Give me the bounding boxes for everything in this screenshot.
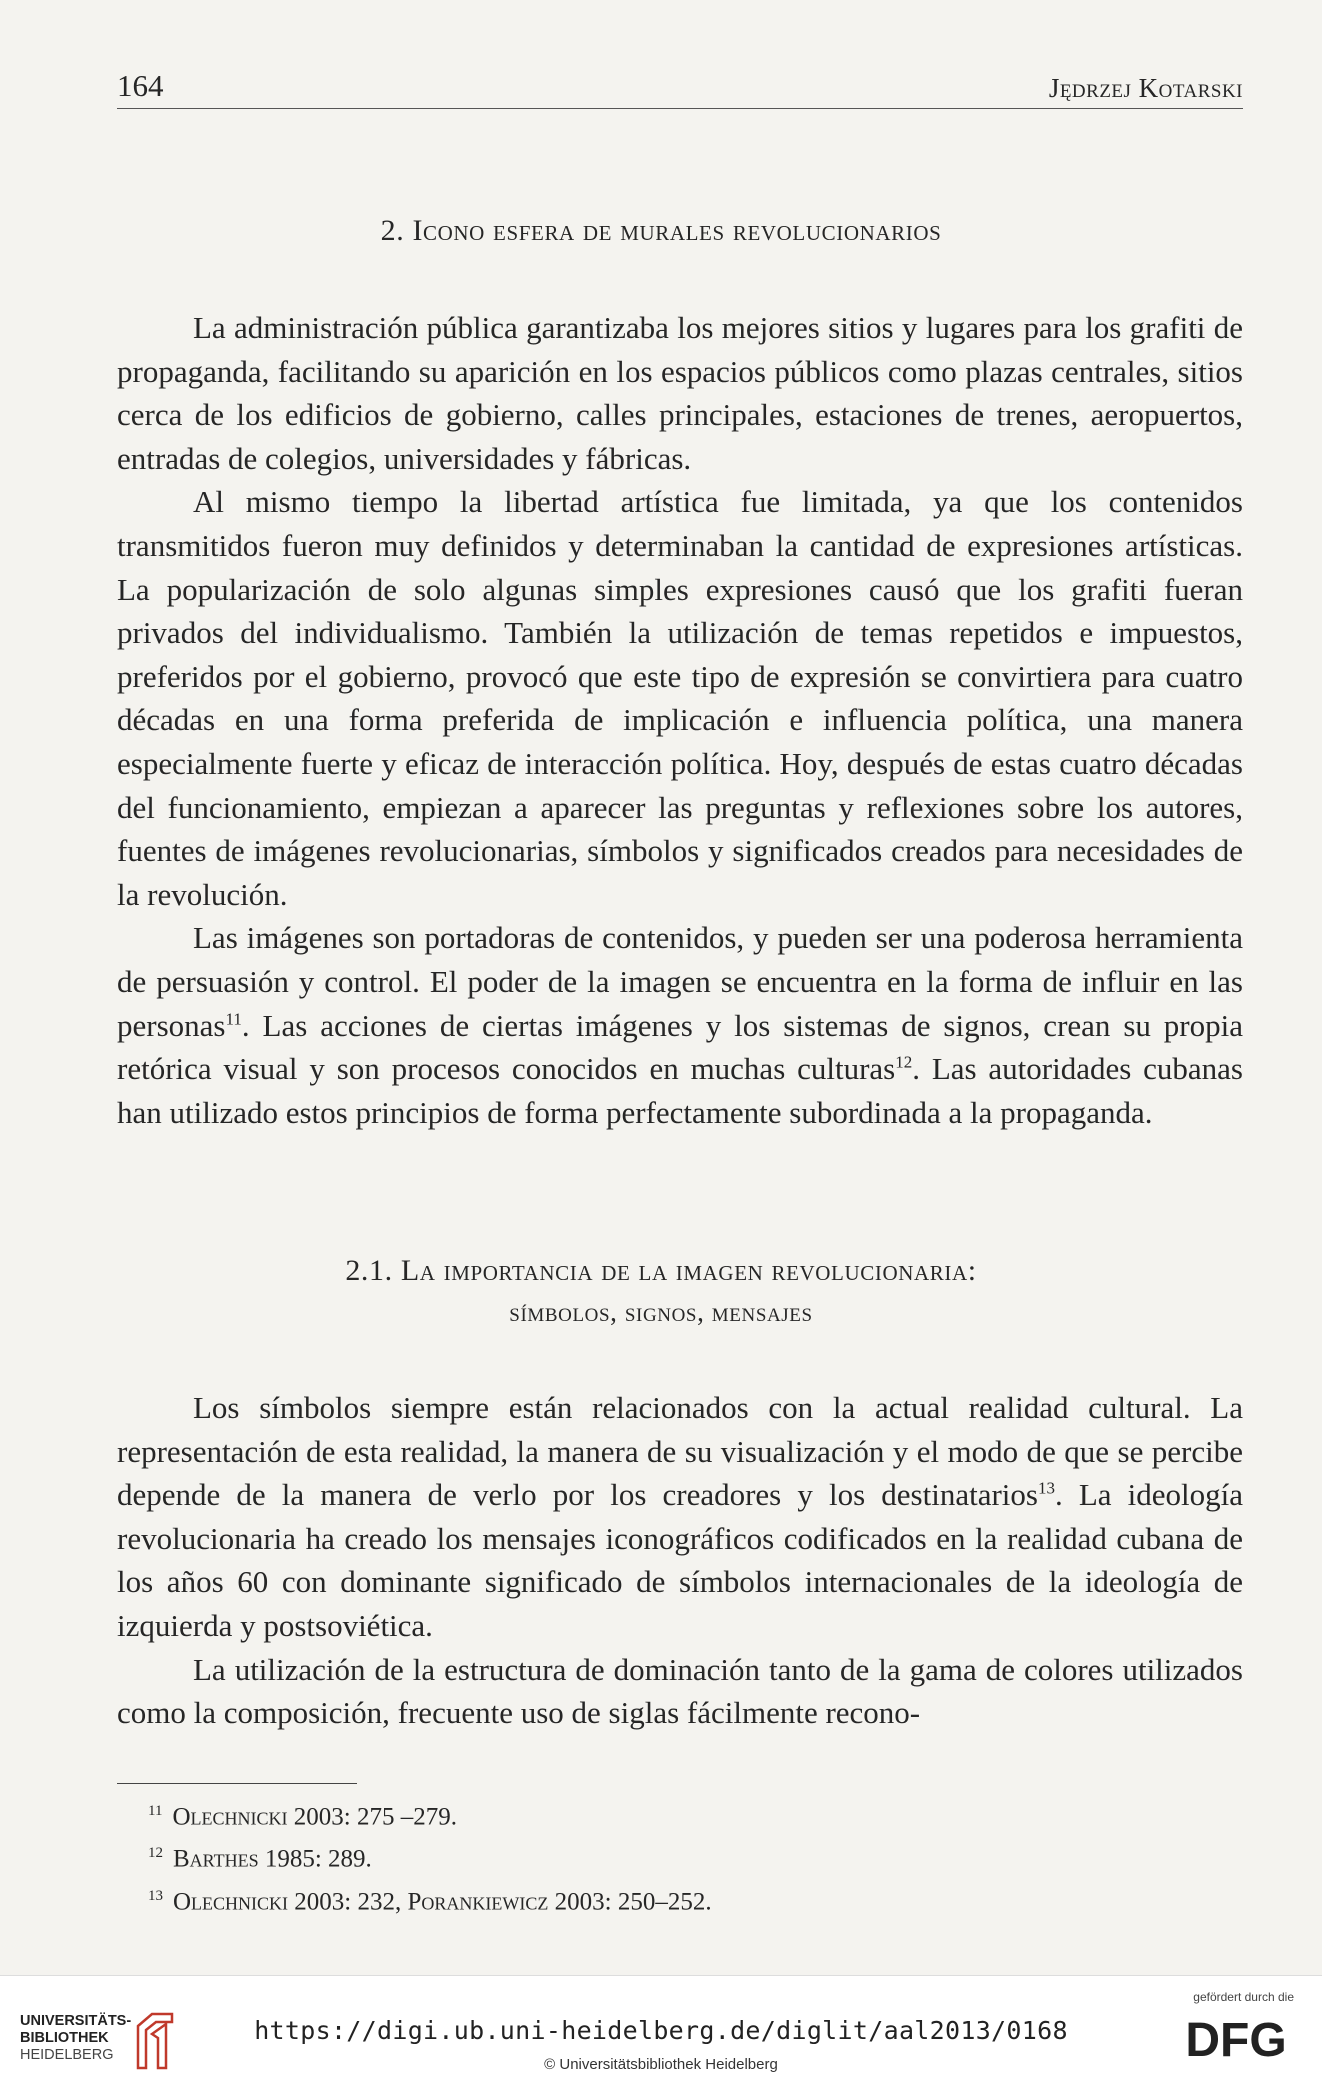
footnote-ref[interactable]: 12 (895, 1052, 913, 1072)
footnote: $^{12}$ Barthes 1985: 289. (148, 1845, 372, 1873)
copyright: © Universitätsbibliothek Heidelberg (544, 2056, 778, 2073)
funded-by-label: gefördert durch die (1193, 1990, 1294, 2004)
paragraph: La utilización de la estructura de dominación tanto de la gama de colores utilizados como la composición, frecuente uso de siglas fácilmente recono- (117, 1651, 1243, 1731)
footnote-ref[interactable]: 13 (1037, 1478, 1055, 1498)
library-logo-text[interactable]: UNIVERSITÄTS- BIBLIOTHEK HEIDELBERG (20, 2013, 132, 2063)
running-author: Jędrzej Kotarski (1048, 73, 1243, 103)
paragraph: Las imágenes son portadoras de contenidos, y pueden ser una poderosa herramienta de persuasión y control. El poder de la imagen se encuentra en la forma de influir en las personas$^{11}$. Las acciones de ciertas imágenes y los sistemas de signos, crean su propia retórica visual y son procesos conocidos en muchas culturas$^{12}$. Las autoridades cubanas han utilizado estos principios de forma perfectamente subordinada a la propaganda. (117, 920, 1243, 1130)
svg-text:DFG: DFG (1185, 2014, 1287, 2064)
digitization-footer (0, 1975, 1322, 2089)
paragraph: Al mismo tiempo la libertad artística fue limitada, ya que los contenidos transmitidos fueron muy definidos y determinaban la cantidad de expresiones artísticas. La popularización de solo algunas simples expresiones causó que los grafiti fueran privados del individualismo. También la utilización de temas repetidos e impuestos, preferidos por el gobierno, provocó que este tipo de expresión se convirtiera para cuatro décadas en una forma preferida de implicación e influencia política, una manera especialmente fuerte y eficaz de interacción política. Hoy, después de estas cuatro décadas del funcionamiento, empiezan a aparecer las preguntas y reflexiones sobre los autores, fuentes de imágenes revolucionarias, símbolos y significados creados para necesidades de la revolución. (117, 484, 1243, 912)
dfg-logo-icon[interactable] (1172, 2014, 1300, 2064)
section-2-1-heading-line2: símbolos, signos, mensajes (509, 1297, 813, 1327)
section-2-1-heading-line1: 2.1. La importancia de la imagen revolucionaria: (345, 1254, 977, 1287)
running-header (117, 68, 1243, 109)
page-number: 164 (117, 68, 164, 103)
footnote-divider (117, 1783, 357, 1784)
footnote-ref[interactable]: 11 (225, 1009, 242, 1029)
section-2-body (117, 306, 1243, 1134)
footnote: $^{11}$ Olechnicki 2003: 275 –279. (148, 1803, 457, 1831)
section-2-1-body (117, 1386, 1243, 1735)
permalink[interactable]: https://digi.ub.uni-heidelberg.de/diglit/aal2013/0168 (254, 2016, 1068, 2045)
paragraph: Los símbolos siempre están relacionados con la actual realidad cultural. La representación de esta realidad, la manera de su visualización y el modo de que se percibe depende de la manera de verlo por los creadores y los destinatarios$^{13}$. La ideología revolucionaria ha creado los mensajes iconográficos codificados en la realidad cubana de los años 60 con dominante significado de símbolos internacionales de la ideología de izquierda y postsoviética. (117, 1390, 1243, 1643)
paragraph: La administración pública garantizaba los mejores sitios y lugares para los grafiti de propaganda, facilitando su aparición en los espacios públicos como plazas centrales, sitios cerca de los edificios de gobierno, calles principales, estaciones de trenes, aeropuertos, entradas de colegios, universidades y fábricas. (117, 310, 1243, 476)
footnotes (148, 1793, 712, 1920)
section-2-heading: 2. Icono esfera de murales revolucionarios (380, 214, 942, 247)
footnote: $^{13}$ Olechnicki 2003: 232, Porankiewicz 2003: 250–252. (148, 1887, 712, 1915)
